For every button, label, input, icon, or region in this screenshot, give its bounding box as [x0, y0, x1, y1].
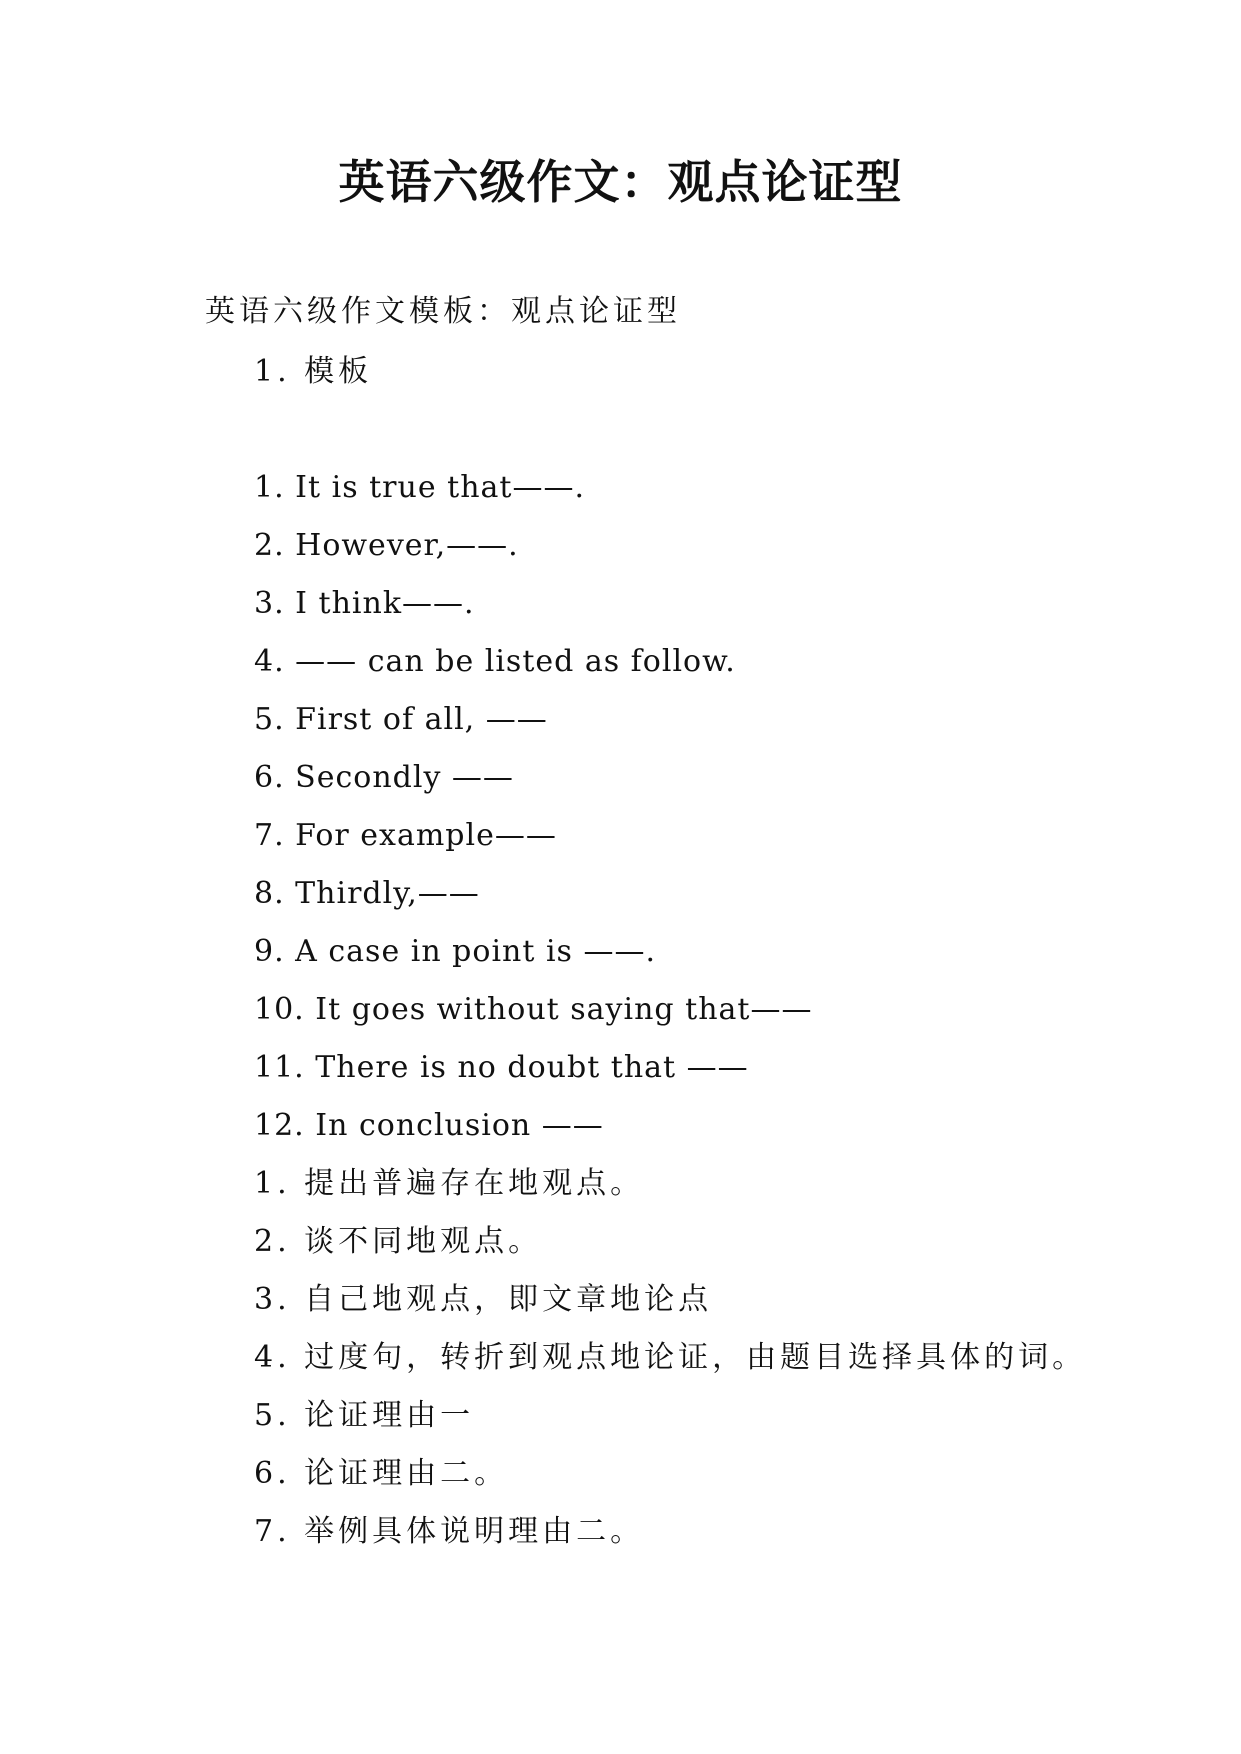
page-title: 英语六级作文：观点论证型 — [338, 155, 903, 209]
template-line: 4. —— can be listed as follow. — [254, 644, 736, 679]
template-line: 8. Thirdly,—— — [254, 876, 480, 911]
template-line: 1. It is true that——. — [254, 470, 585, 505]
explanation-line: 5. 论证理由一 — [254, 1398, 475, 1433]
template-line: 7. For example—— — [254, 818, 557, 853]
template-line: 9. A case in point is ——. — [254, 934, 657, 969]
explanation-line: 3. 自己地观点，即文章地论点 — [254, 1282, 713, 1317]
explanation-line: 2. 谈不同地观点。 — [254, 1224, 543, 1259]
section-heading: 1. 模板 — [254, 354, 373, 389]
template-line: 3. I think——. — [254, 586, 475, 621]
template-line: 12. In conclusion —— — [254, 1108, 604, 1143]
template-line: 5. First of all, —— — [254, 702, 548, 737]
explanation-line: 6. 论证理由二。 — [254, 1456, 509, 1491]
template-line: 2. However,——. — [254, 528, 519, 563]
document-subtitle: 英语六级作文模板：观点论证型 — [205, 294, 681, 329]
explanation-line: 7. 举例具体说明理由二。 — [254, 1514, 645, 1549]
template-line: 11. There is no doubt that —— — [254, 1050, 749, 1085]
explanation-line: 1. 提出普遍存在地观点。 — [254, 1166, 645, 1201]
explanation-line: 4. 过度句，转折到观点地论证，由题目选择具体的词。 — [254, 1340, 1087, 1375]
template-line: 6. Secondly —— — [254, 760, 514, 795]
template-line: 10. It goes without saying that—— — [254, 992, 813, 1027]
